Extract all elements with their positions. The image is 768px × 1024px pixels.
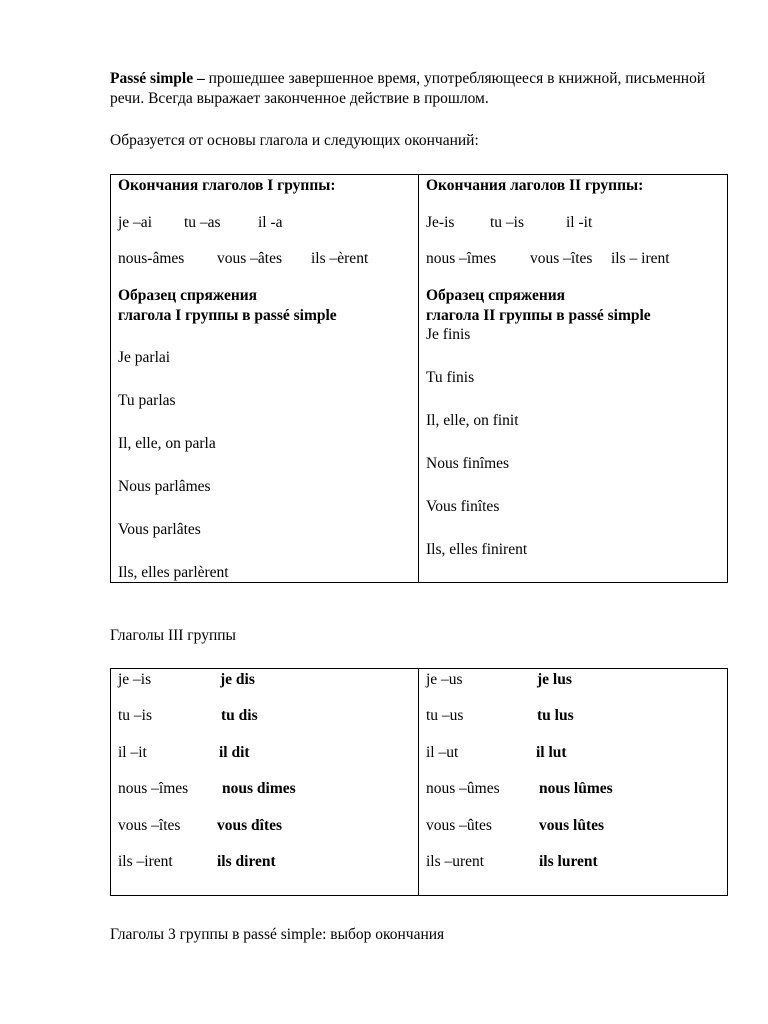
group1-form: Ils, elles parlèrent [118,564,229,581]
group2-sample-title: глагола II группы в passé simple [426,307,651,324]
intro-text: прошедшее завершенное время, употребляющееся в книжной, письменной речи. Всегда выражает законченное действие в прошлом. [110,70,706,107]
group3-example: nous lûmes [539,780,613,797]
group3-title: Глаголы III группы [110,627,236,644]
group1-form: Tu parlas [118,392,176,409]
group2-header: Окончания лаголов II группы: [426,177,644,194]
group2-ending: Je-is [426,214,455,231]
group1-ending: il -a [258,214,283,231]
group1-sample-title: Образец спряжения [118,287,258,304]
group2-ending: nous –îmes [426,250,497,267]
group1-form: Vous parlâtes [118,521,201,538]
group1-ending: nous-âmes [118,250,185,267]
group3-example: il dit [219,744,250,761]
intro-term: Passé simple – [110,70,205,87]
group3-ending: vous –ûtes [426,817,492,834]
group2-ending: vous –îtes [530,250,593,267]
group3-ending: vous –îtes [118,817,181,834]
endings-table-groups-1-2 [110,174,728,583]
group3-example: nous dimes [222,780,296,797]
group3-example: il lut [536,744,567,761]
group2-form: Vous finîtes [426,498,500,515]
group1-form: Je parlai [118,349,171,366]
group3-ending: il –it [118,744,147,761]
group3-example: vous lûtes [539,817,605,834]
group2-ending: tu –is [490,214,525,231]
group3-example: tu dis [221,707,258,724]
group3-ending: ils –irent [118,853,173,870]
endings-table-group-3 [110,668,728,896]
group3-ending: il –ut [426,744,459,761]
group3-ending: nous –ûmes [426,780,500,797]
group1-ending: vous –âtes [217,250,283,267]
group3-ending: tu –is [118,707,153,724]
group2-ending: ils – irent [611,250,670,267]
group3-ending: nous –îmes [118,780,189,797]
group3-example: je dis [220,671,255,688]
group1-ending: je –ai [118,214,152,231]
group1-ending: tu –as [184,214,221,231]
group3-example: vous dîtes [217,817,283,834]
intro-paragraph [110,69,730,109]
group1-header: Окончания глаголов I группы: [118,177,336,194]
group2-sample-title: Образец спряжения [426,287,566,304]
formation-text: Образуется от основы глагола и следующих окончаний: [110,132,479,149]
group2-ending: il -it [566,214,593,231]
group1-sample-title: глагола I группы в passé simple [118,307,337,324]
group3-example: ils lurent [539,853,598,870]
group1-ending: ils –èrent [311,250,369,267]
group3-ending: je –is [118,671,152,688]
group3-example: tu lus [537,707,574,724]
group2-form: Je finis [426,326,471,343]
group3-ending: je –us [426,671,463,688]
footer-text: Глаголы 3 группы в passé simple: выбор окончания [110,926,445,943]
group3-ending: ils –urent [426,853,485,870]
group2-form: Tu finis [426,369,475,386]
group2-form: Ils, elles finirent [426,541,528,558]
group3-example: ils dirent [217,853,276,870]
group3-ending: tu –us [426,707,464,724]
group2-form: Nous finîmes [426,455,510,472]
group1-form: Il, elle, on parla [118,435,216,452]
table-divider [418,175,419,582]
group1-form: Nous parlâmes [118,478,211,495]
group2-form: Il, elle, on finit [426,412,519,429]
group3-example: je lus [537,671,572,688]
table-divider [418,669,419,895]
